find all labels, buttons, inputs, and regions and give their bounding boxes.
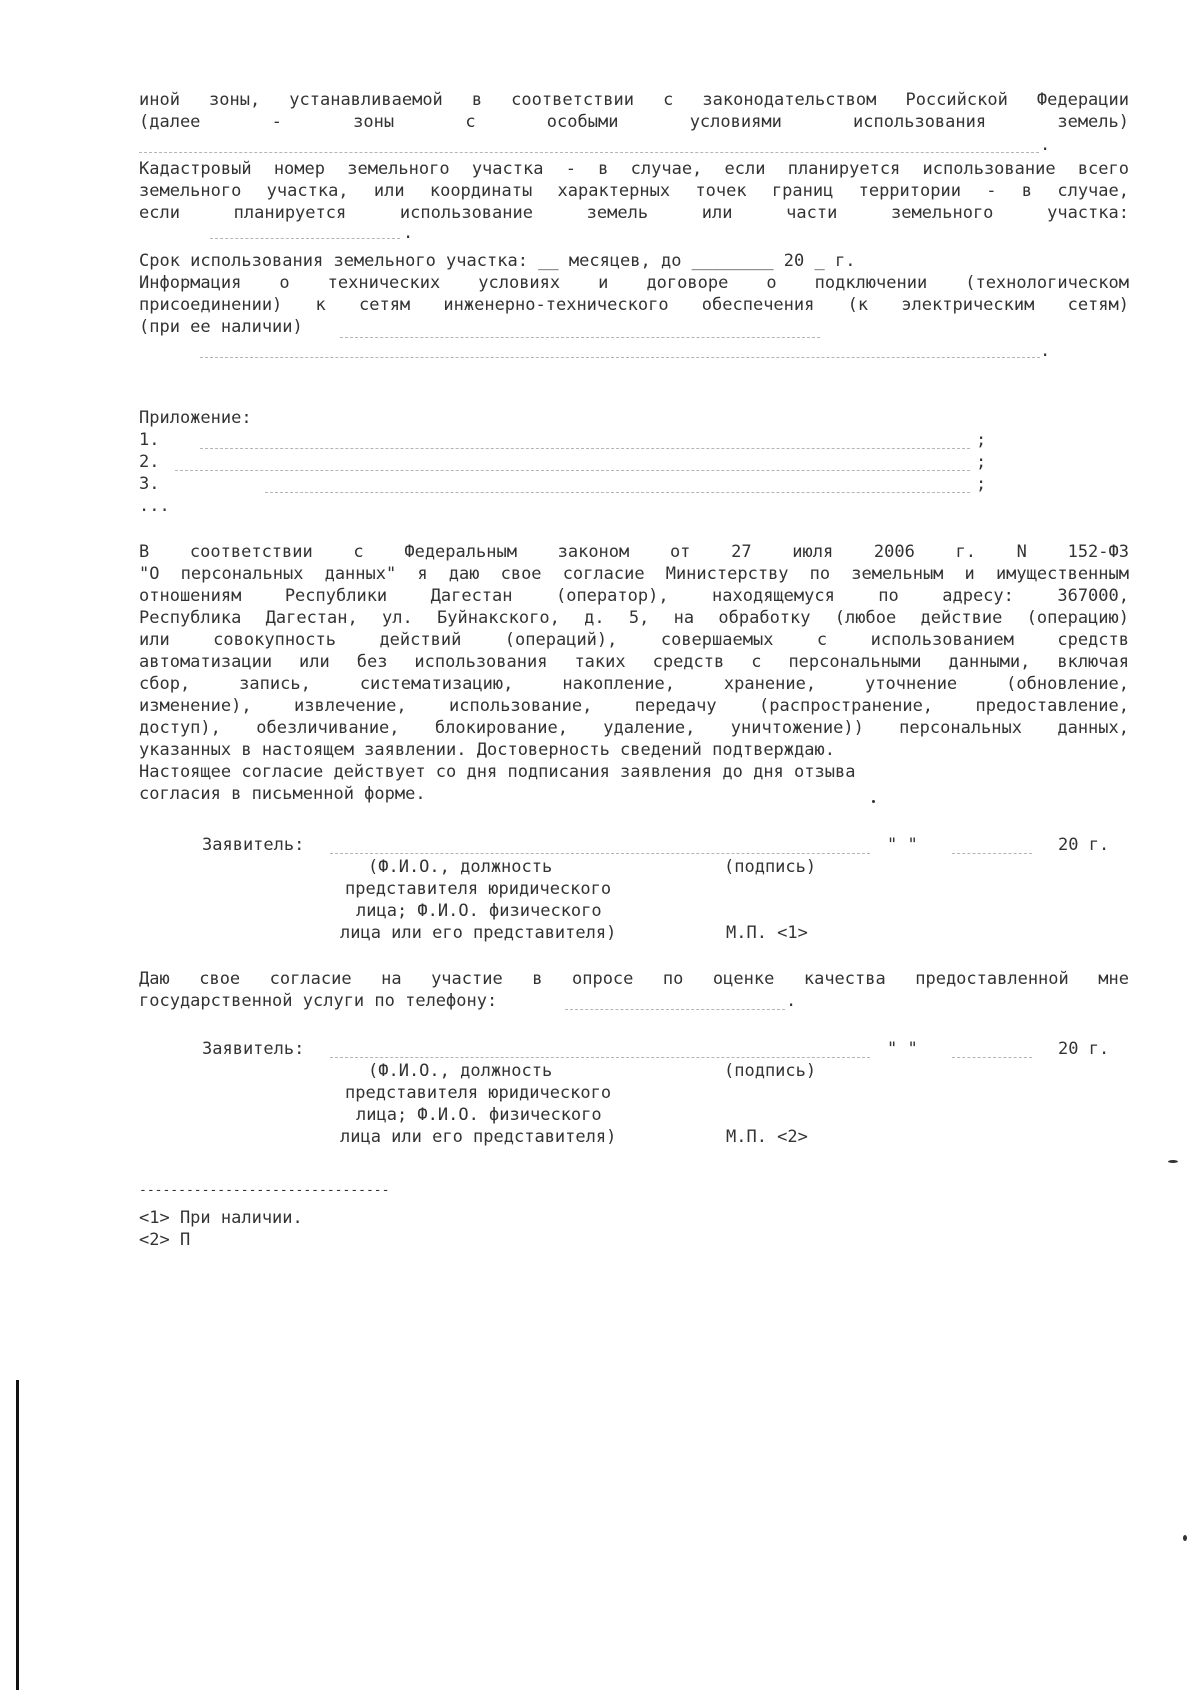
date-quote-1: " " bbox=[887, 835, 918, 855]
zone-fill-end: . bbox=[1040, 135, 1051, 155]
scan-edge-mark bbox=[16, 1380, 19, 1690]
technical-line-1: Информация о технических условиях и договоре о подключении (технологическом bbox=[139, 273, 1129, 293]
name-caption-1-l2: представителя юридического bbox=[345, 879, 612, 899]
date-fill-2 bbox=[952, 1057, 1032, 1058]
appendix-item-3-end: ; bbox=[976, 474, 987, 494]
technical-fill-end: . bbox=[1040, 341, 1051, 361]
applicant-label-2: Заявитель: bbox=[202, 1039, 305, 1059]
appendix-item-2-end: ; bbox=[976, 452, 987, 472]
consent-line-2: "О персональных данных" я даю свое согласие Министерству по земельным и имущественным bbox=[139, 564, 1129, 584]
consent-line-7: сбор, запись, систематизацию, накопление, хранение, уточнение (обновление, bbox=[139, 674, 1129, 694]
consent-line-10: указанных в настоящем заявлении. Достоверность сведений подтверждаю. bbox=[139, 740, 835, 760]
phone-consent-line-1: Даю свое согласие на участие в опросе по оценке качества предоставленной мне bbox=[139, 969, 1129, 989]
appendix-title: Приложение: bbox=[139, 408, 252, 428]
cadastral-line-1: Кадастровый номер земельного участка - в случае, если планируется использование всего bbox=[139, 159, 1129, 179]
name-caption-1-l1: (Ф.И.О., должность bbox=[368, 857, 553, 877]
stamp-1: М.П. <1> bbox=[726, 923, 808, 943]
technical-fill-line-2 bbox=[200, 357, 1040, 358]
name-caption-2-l3: лица; Ф.И.О. физического bbox=[356, 1105, 602, 1125]
phone-consent-line-2: государственной услуги по телефону: bbox=[139, 991, 498, 1011]
cadastral-line-2: земельного участка, или координаты характерных точек границ территории - в случае, bbox=[139, 181, 1129, 201]
zone-text-line-1: иной зоны, устанавливаемой в соответствии с законодательством Российской Федерации bbox=[139, 90, 1129, 110]
technical-fill-line-1 bbox=[340, 337, 820, 338]
appendix-more: ... bbox=[139, 496, 170, 516]
zone-text-line-2: (далее - зоны с особыми условиями использования земель) bbox=[139, 112, 1129, 132]
zone-fill-line bbox=[139, 152, 1039, 153]
scan-speck-3 bbox=[872, 800, 875, 803]
name-caption-1-l4: лица или его представителя) bbox=[340, 923, 617, 943]
year-1: 20 г. bbox=[1058, 835, 1110, 855]
cadastral-fill-line bbox=[210, 238, 400, 239]
appendix-item-1: 1. bbox=[139, 430, 160, 450]
consent-line-3: отношениям Республики Дагестан (оператор), находящемуся по адресу: 367000, bbox=[139, 586, 1129, 606]
cadastral-line-3: если планируется использование земель или части земельного участка: bbox=[139, 203, 1129, 223]
sign-caption-1: (подпись) bbox=[724, 857, 817, 877]
consent-line-12: согласия в письменной форме. bbox=[139, 784, 426, 804]
applicant-label-1: Заявитель: bbox=[202, 835, 305, 855]
footnote-separator: -------------------------------- bbox=[139, 1183, 390, 1198]
technical-line-3: (при ее наличии) bbox=[139, 317, 303, 337]
appendix-item-1-end: ; bbox=[976, 430, 987, 450]
consent-line-5: или совокупность действий (операций), совершаемых с использованием средств bbox=[139, 630, 1129, 650]
name-caption-2-l4: лица или его представителя) bbox=[340, 1127, 617, 1147]
appendix-item-3-fill bbox=[265, 492, 970, 493]
consent-line-1: В соответствии с Федеральным законом от 27 июля 2006 г. N 152-ФЗ bbox=[139, 542, 1129, 562]
term-line: Срок использования земельного участка: __ месяцев, до ________ 20 _ г. bbox=[139, 251, 856, 271]
phone-fill-end: . bbox=[786, 991, 797, 1011]
appendix-item-2-fill bbox=[175, 470, 970, 471]
appendix-item-3: 3. bbox=[139, 474, 160, 494]
cadastral-fill-end: . bbox=[403, 223, 414, 243]
scan-speck-1 bbox=[1168, 1160, 1178, 1163]
consent-line-6: автоматизации или без использования таких средств с персональными данными, включая bbox=[139, 652, 1129, 672]
sign-caption-2: (подпись) bbox=[724, 1061, 817, 1081]
consent-line-11: Настоящее согласие действует со дня подписания заявления до дня отзыва bbox=[139, 762, 856, 782]
appendix-item-1-fill bbox=[200, 448, 970, 449]
appendix-item-2: 2. bbox=[139, 452, 160, 472]
footnote-2: <2> П bbox=[139, 1230, 191, 1250]
consent-line-9: доступ), обезличивание, блокирование, удаление, уничтожение)) персональных данных, bbox=[139, 718, 1129, 738]
consent-line-8: изменение), извлечение, использование, передачу (распространение, предоставление, bbox=[139, 696, 1129, 716]
scan-speck-2 bbox=[1183, 1535, 1187, 1541]
phone-fill-line bbox=[565, 1009, 785, 1010]
year-2: 20 г. bbox=[1058, 1039, 1110, 1059]
consent-line-4: Республика Дагестан, ул. Буйнакского, д. 5, на обработку (любое действие (операцию) bbox=[139, 608, 1129, 628]
applicant-fill-2 bbox=[330, 1057, 870, 1058]
name-caption-2-l1: (Ф.И.О., должность bbox=[368, 1061, 553, 1081]
stamp-2: М.П. <2> bbox=[726, 1127, 808, 1147]
footnote-1: <1> При наличии. bbox=[139, 1208, 303, 1228]
technical-line-2: присоединении) к сетям инженерно-технического обеспечения (к электрическим сетям) bbox=[139, 295, 1129, 315]
date-fill-1 bbox=[952, 853, 1032, 854]
name-caption-2-l2: представителя юридического bbox=[345, 1083, 612, 1103]
name-caption-1-l3: лица; Ф.И.О. физического bbox=[356, 901, 602, 921]
date-quote-2: " " bbox=[887, 1039, 918, 1059]
applicant-fill-1 bbox=[330, 853, 870, 854]
